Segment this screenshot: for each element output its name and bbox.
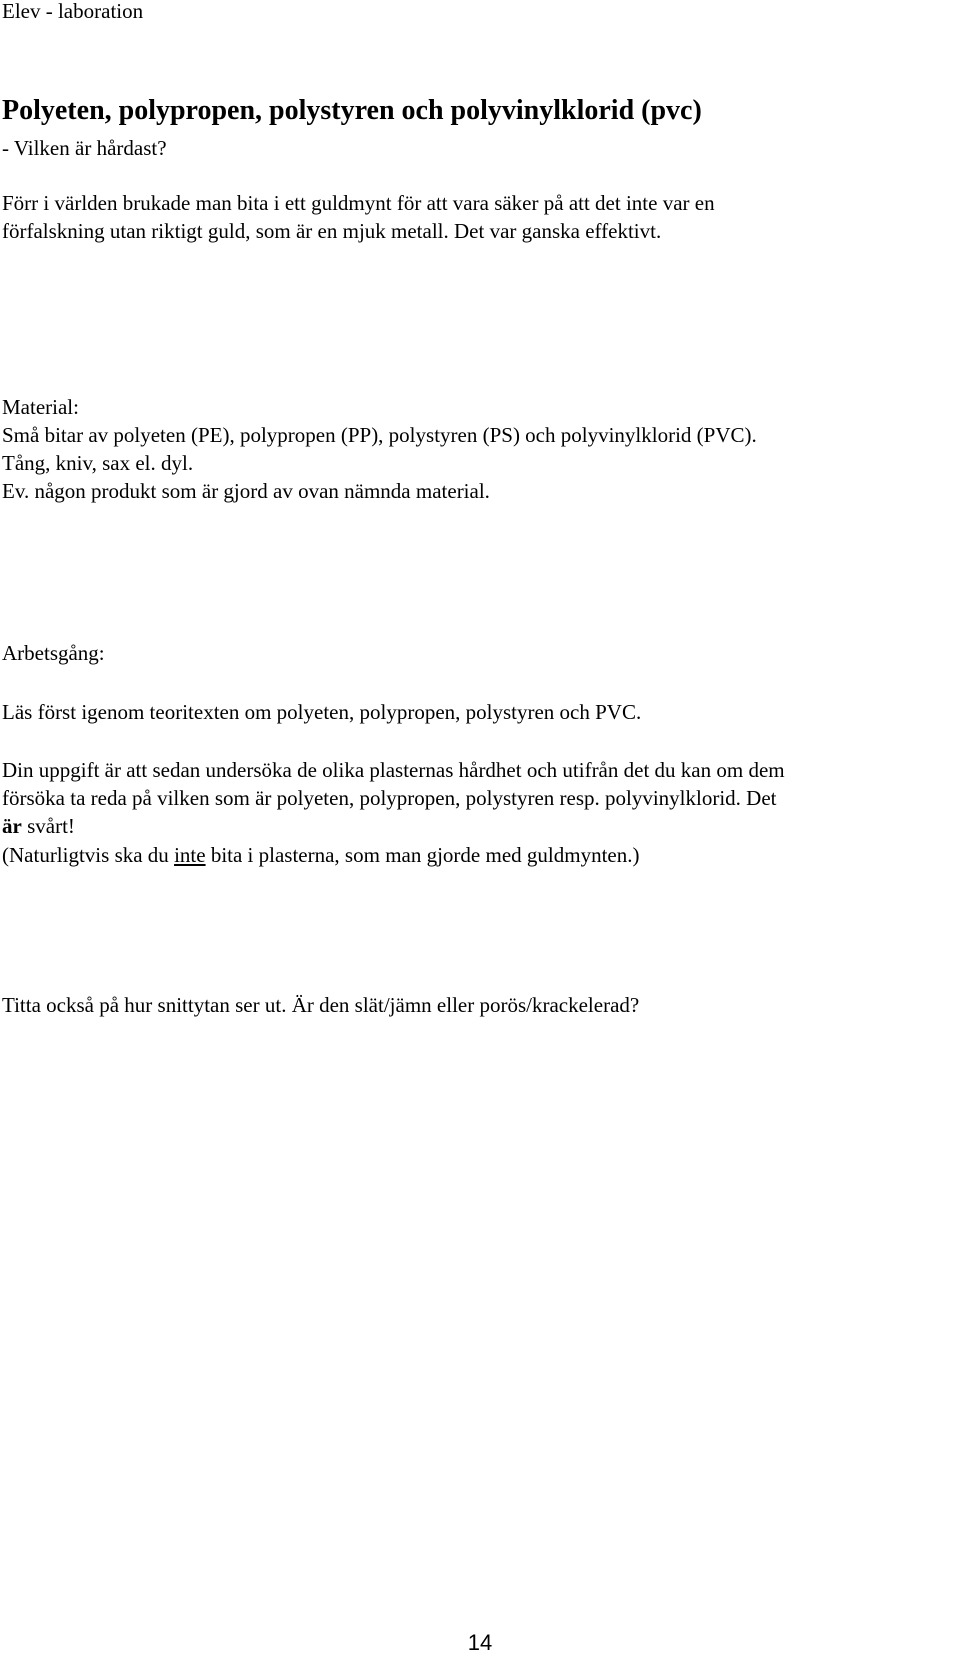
observation-line-1: Titta också på hur snittytan ser ut. Är den slät/jämn eller porös/krackelerad? xyxy=(2,993,640,1017)
intro-line-1: Förr i världen brukade man bita i ett guldmynt för att vara säker på att det inte var en xyxy=(2,191,715,215)
procedure-heading: Arbetsgång: xyxy=(2,641,105,665)
header-label: Elev - laboration xyxy=(2,0,144,23)
procedure-line-1: Läs först igenom teoritexten om polyeten, polypropen, polystyren och PVC. xyxy=(2,700,642,724)
intro-line-2: förfalskning utan riktigt guld, som är en mjuk metall. Det var ganska effektivt. xyxy=(2,219,662,243)
material-line-3: Ev. någon produkt som är gjord av ovan nämnda material. xyxy=(2,479,490,503)
procedure-line-5-post: bita i plasterna, som man gjorde med guldmynten.) xyxy=(205,843,640,867)
material-heading: Material: xyxy=(2,395,79,419)
page-title: Polyeten, polypropen, polystyren och polyvinylklorid (pvc) xyxy=(2,95,702,126)
procedure-line-3: försöka ta reda på vilken som är polyeten, polypropen, polystyren resp. polyvinylklorid. Det xyxy=(2,786,777,810)
material-line-1: Små bitar av polyeten (PE), polypropen (PP), polystyren (PS) och polyvinylklorid (PVC). xyxy=(2,423,757,447)
material-line-2: Tång, kniv, sax el. dyl. xyxy=(2,451,194,475)
emphasis-text: är xyxy=(2,814,22,838)
page-number: 14 xyxy=(467,1630,493,1655)
underlined-text: inte xyxy=(174,843,206,867)
procedure-line-5 xyxy=(2,841,639,869)
procedure-line-2: Din uppgift är att sedan undersöka de olika plasternas hårdhet och utifrån det du kan om dem xyxy=(2,758,785,782)
procedure-line-5-pre: (Naturligtvis ska du xyxy=(2,843,175,867)
procedure-line-4 xyxy=(2,812,75,840)
procedure-line-4-rest: svårt! xyxy=(21,814,75,838)
page-subtitle: - Vilken är hårdast? xyxy=(2,136,167,160)
